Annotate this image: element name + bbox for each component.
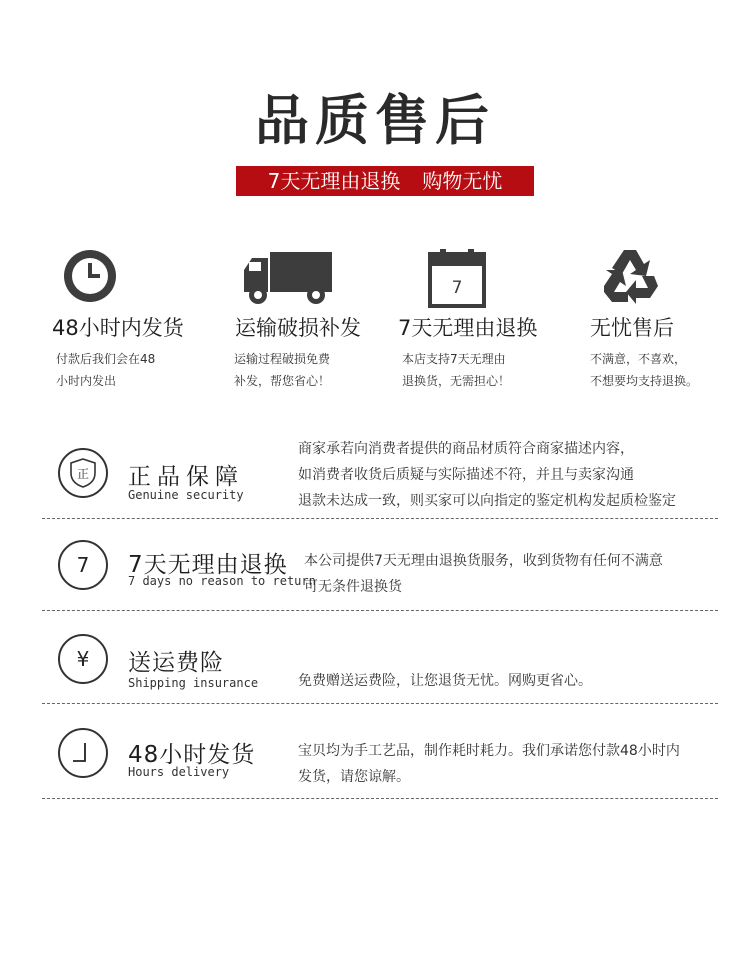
yen-icon: ¥ xyxy=(58,634,108,684)
svg-text:正: 正 xyxy=(76,467,90,481)
guarantee-title-shipping: 送运费险 xyxy=(128,650,224,676)
guarantee-desc-48h: 宝贝均为手工艺品，制作耗时耗力。我们承诺您付款48小时内 发货，请您谅解。 xyxy=(298,743,680,785)
guarantee-desc-7days: 本公司提供7天无理由退换货服务，收到货物有任何不满意 可无条件退换货 xyxy=(304,553,663,595)
recycle-icon xyxy=(600,246,660,306)
guarantee-desc-genuine: 商家承若向消费者提供的商品材质符合商家描述内容， 如消费者收货后质疑与实际描述不符，并且与卖家沟通 退款未达成一致，则买家可以向指定的鉴定机构发起质检鉴定 xyxy=(298,441,676,509)
divider xyxy=(42,518,718,519)
feature-title-damage: 运输破损补发 xyxy=(235,316,361,340)
clock-icon xyxy=(64,250,116,302)
feature-desc-worry-free: 不满意，不喜欢， 不想要均支持退换。 xyxy=(590,352,699,388)
guarantee-subtitle-shipping: Shipping insurance xyxy=(128,676,259,690)
feature-title-worry-free: 无忧售后 xyxy=(590,316,674,340)
guarantee-title-48h: 48小时发货 xyxy=(128,742,256,768)
divider xyxy=(42,610,718,611)
calendar-icon xyxy=(428,248,486,308)
feature-desc-damage: 运输过程破损免费 补发，帮您省心！ xyxy=(234,352,331,388)
guarantee-subtitle-48h: Hours delivery xyxy=(128,765,230,779)
guarantee-subtitle-genuine: Genuine security xyxy=(128,488,244,502)
feature-desc-48h: 付款后我们会在48 小时内发出 xyxy=(56,352,156,388)
guarantee-subtitle-7days: 7 days no reason to return xyxy=(128,574,316,588)
seven-icon: 7 xyxy=(58,540,108,590)
guarantee-title-7days: 7天无理由退换 xyxy=(128,552,288,578)
banner-right-text: 购物无忧 xyxy=(422,169,503,193)
return-policy-banner xyxy=(236,166,534,196)
genuine-badge-icon xyxy=(58,448,108,498)
guarantee-desc-shipping: 免费赠送运费险，让您退货无忧。网购更省心。 xyxy=(298,673,592,689)
page-title: 品质售后 xyxy=(255,89,495,152)
feature-title-48h: 48小时内发货 xyxy=(52,316,184,340)
feature-title-7days: 7天无理由退换 xyxy=(398,316,538,340)
guarantee-title-genuine: 正品保障 xyxy=(128,464,244,490)
feature-desc-7days: 本店支持7天无理由 退换货，无需担心！ xyxy=(402,352,511,388)
truck-icon xyxy=(242,250,334,306)
divider xyxy=(42,703,718,704)
banner-left-text: 7天无理由退换 xyxy=(267,169,401,193)
divider xyxy=(42,798,718,799)
calendar-number: 7 xyxy=(451,278,463,298)
clock-hands-icon xyxy=(58,728,108,778)
